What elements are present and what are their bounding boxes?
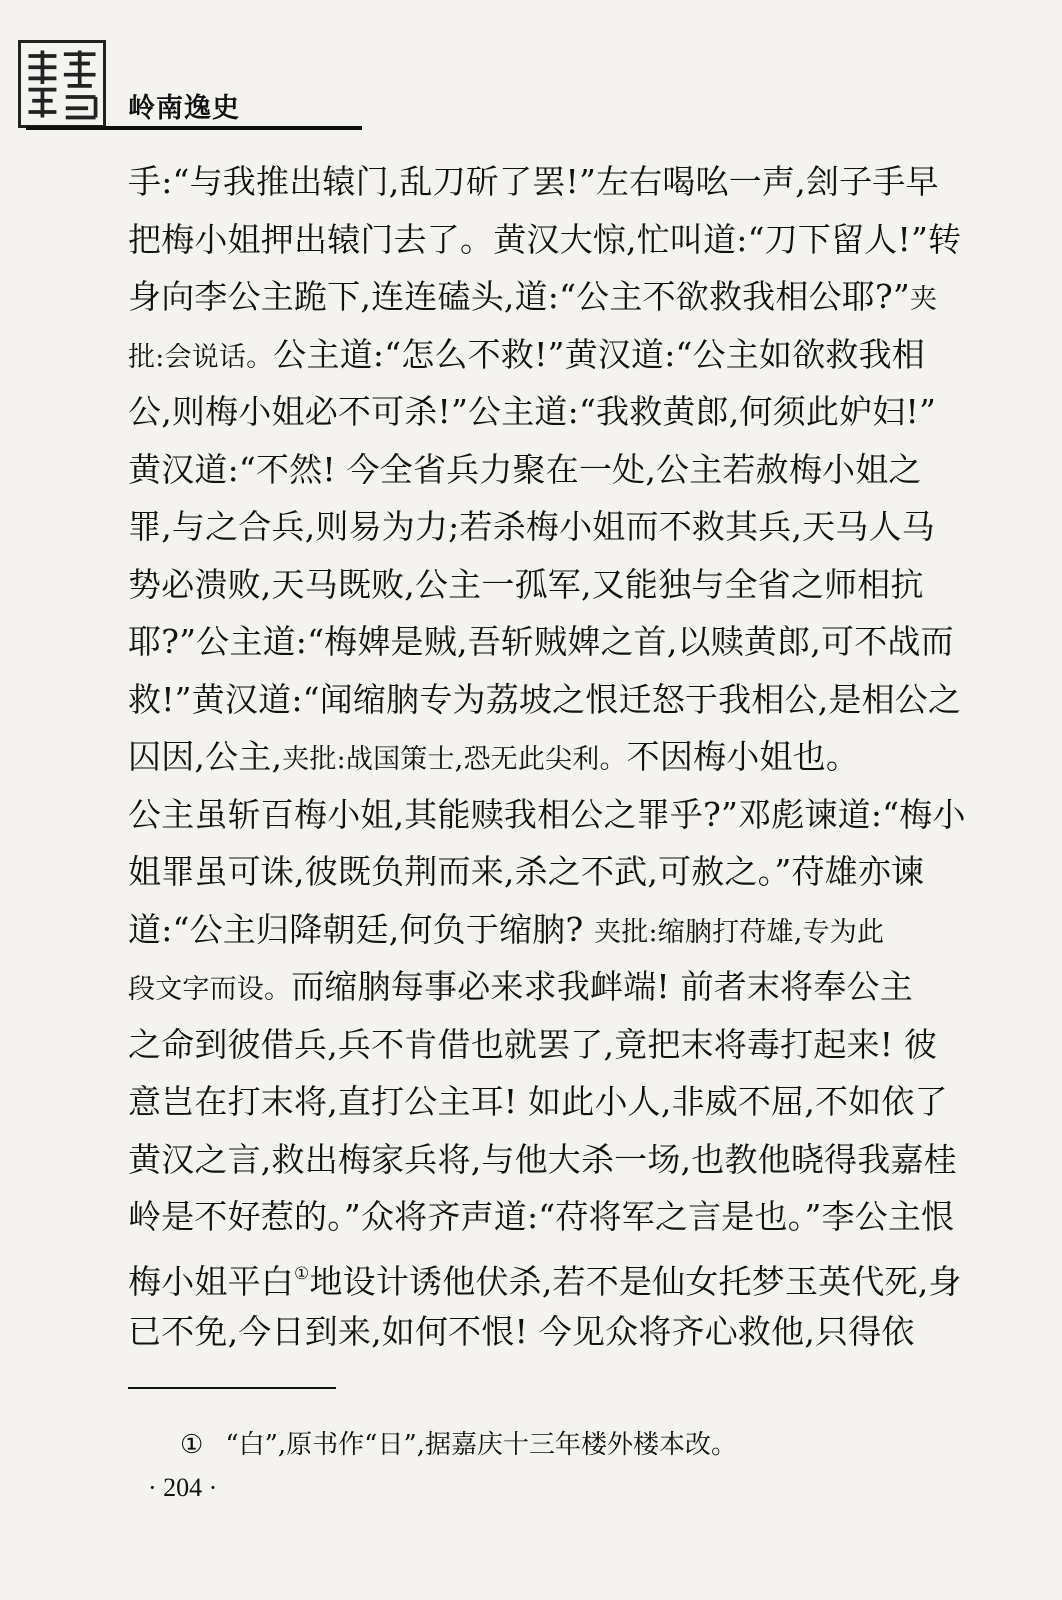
text-line bbox=[128, 843, 968, 901]
footnote-marker: ① bbox=[180, 1430, 204, 1460]
interlinear-comment: 批:会说话。 bbox=[128, 341, 274, 373]
text-segment: 耶?”公主道:“梅婢是贼,吾斩贼婢之首,以赎黄郎,可不战而 bbox=[128, 622, 954, 661]
interlinear-comment: 段文字而设。 bbox=[128, 974, 292, 1005]
text-line bbox=[128, 211, 968, 269]
text-line bbox=[128, 383, 968, 441]
text-line bbox=[128, 786, 968, 844]
footnote-text: “白”,原书作“日”,据嘉庆十三年楼外楼本改。 bbox=[225, 1430, 738, 1460]
text-line bbox=[128, 441, 968, 499]
text-segment: 而缩朒每事必来求我衅端! 前者末将奉公主 bbox=[291, 967, 913, 1006]
text-segment: 梅小姐平白 bbox=[128, 1261, 294, 1301]
text-segment: 地设计诱他伏杀,若不是仙女托梦玉英代死,身 bbox=[309, 1261, 962, 1301]
footnote-rule bbox=[128, 1387, 336, 1389]
text-segment: 不因梅小姐也。 bbox=[626, 737, 860, 776]
text-segment: 救!”黄汉道:“闻缩朒专为荔坡之恨迁怒于我相公,是相公之 bbox=[128, 679, 962, 719]
text-line bbox=[128, 1246, 968, 1304]
footnote bbox=[180, 1424, 737, 1461]
text-line bbox=[128, 1188, 968, 1246]
text-segment: 黄汉道:“不然! 今全省兵力聚在一处,公主若赦梅小姐之 bbox=[128, 449, 922, 489]
seal-logo bbox=[18, 40, 106, 128]
text-line bbox=[128, 671, 968, 729]
text-line bbox=[128, 958, 968, 1016]
text-line bbox=[128, 153, 968, 211]
body-text bbox=[128, 153, 968, 1361]
text-line bbox=[128, 1131, 968, 1189]
interlinear-comment: 夹批:战国策士,恐无此尖利。 bbox=[282, 744, 627, 775]
text-line bbox=[128, 728, 968, 786]
text-segment: 岭是不好惹的。”众将齐声道:“苻将军之言是也。”李公主恨 bbox=[128, 1197, 955, 1236]
text-line bbox=[128, 1303, 968, 1361]
text-segment: 意岂在打末将,直打公主耳! 如此小人,非威不屈,不如依了 bbox=[128, 1082, 948, 1121]
text-segment: 公主道:“怎么不救!”黄汉道:“公主如欲救我相 bbox=[273, 334, 926, 374]
text-segment: 身向李公主跪下,连连磕头,道:“公主不欲救我相公耶?” bbox=[128, 277, 910, 316]
text-segment: 囚因,公主, bbox=[128, 737, 283, 776]
text-line bbox=[128, 556, 968, 614]
text-segment: 把梅小姐押出辕门去了。黄汉大惊,忙叫道:“刀下留人!”转 bbox=[128, 219, 962, 259]
text-line bbox=[128, 498, 968, 556]
text-line bbox=[128, 1016, 968, 1074]
text-line bbox=[128, 901, 968, 959]
text-segment: 势必溃败,天马既败,公主一孤军,又能独与全省之师相抗 bbox=[128, 564, 924, 604]
running-header-title: 岭南逸史 bbox=[128, 93, 240, 124]
text-segment: 公主虽斩百梅小姐,其能赎我相公之罪乎?”邓彪谏道:“梅小 bbox=[128, 794, 966, 834]
text-line bbox=[128, 1073, 968, 1131]
text-line bbox=[128, 268, 968, 326]
footnote-ref: ① bbox=[294, 1263, 310, 1284]
text-segment: 道:“公主归降朝廷,何负于缩朒? bbox=[128, 909, 595, 949]
interlinear-comment: 夹批:缩朒打苻雄,专为此 bbox=[594, 916, 885, 948]
text-segment: 已不免,今日到来,如何不恨! 今见众将齐心救他,只得依 bbox=[128, 1312, 915, 1351]
header-rule bbox=[26, 126, 362, 130]
text-segment: 之命到彼借兵,兵不肯借也就罢了,竟把末将毒打起来! 彼 bbox=[128, 1024, 938, 1064]
text-segment: 黄汉之言,救出梅家兵将,与他大杀一场,也教他晓得我嘉桂 bbox=[128, 1139, 957, 1179]
interlinear-comment: 夹 bbox=[909, 284, 938, 315]
text-segment: 罪,与之合兵,则易为力;若杀梅小姐而不救其兵,天马人马 bbox=[128, 507, 935, 546]
text-segment: 手:“与我推出辕门,乱刀斫了罢!”左右喝吆一声,刽子手早 bbox=[128, 162, 939, 201]
page-number: · 204 · bbox=[148, 1473, 218, 1502]
text-segment: 姐罪虽可诛,彼既负荆而来,杀之不武,可赦之。”苻雄亦谏 bbox=[128, 852, 925, 891]
text-line bbox=[128, 326, 968, 384]
text-segment: 公,则梅小姐必不可杀!”公主道:“我救黄郎,何须此妒妇!” bbox=[128, 392, 937, 431]
text-line bbox=[128, 613, 968, 671]
